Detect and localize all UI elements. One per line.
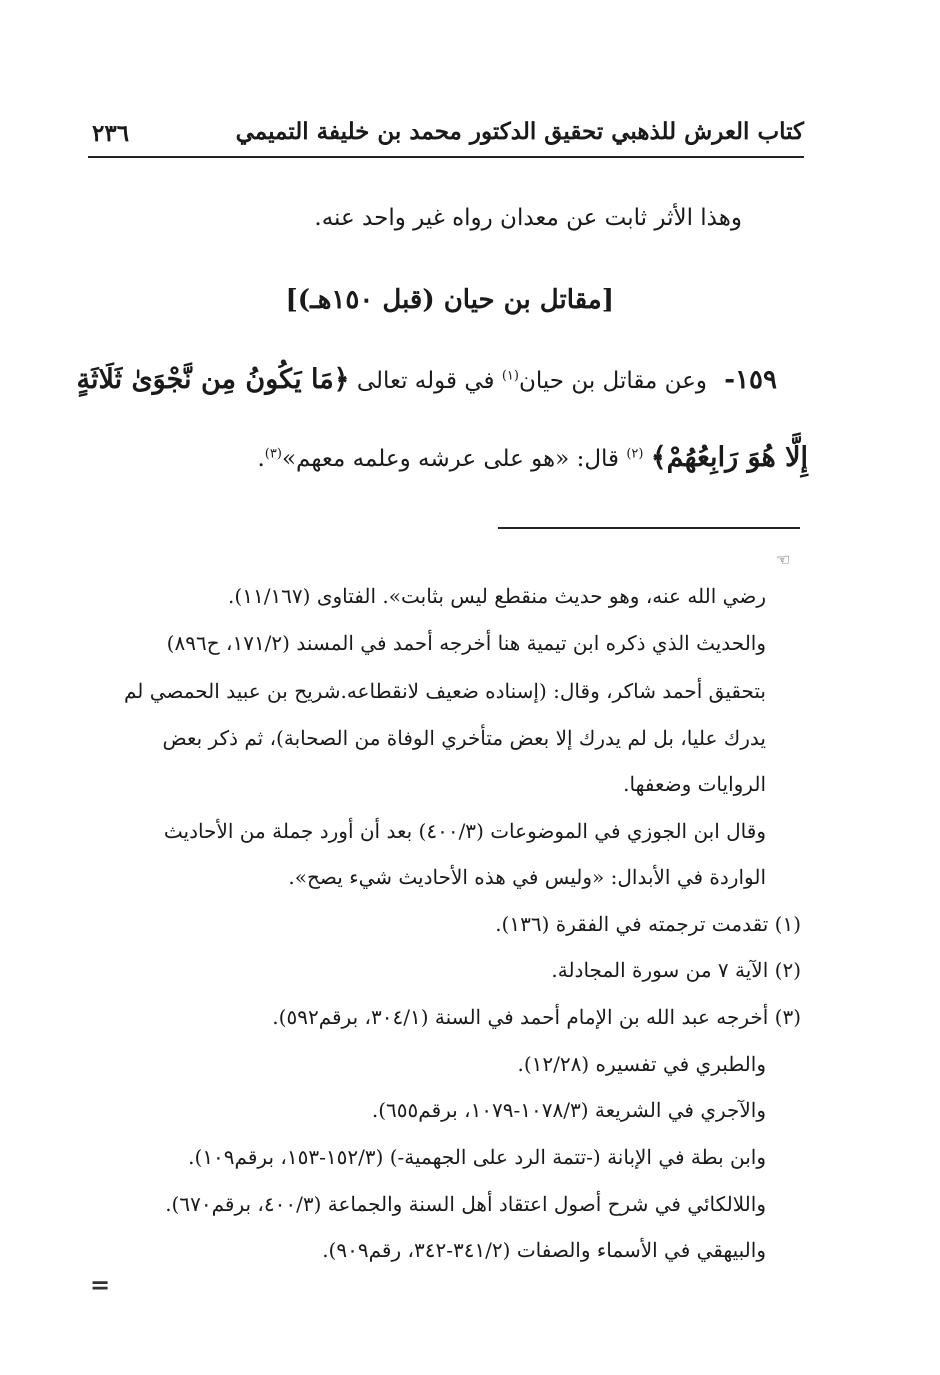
continuation-mark-icon: ☜ bbox=[776, 550, 791, 569]
footnote-line: والآجري في الشريعة (١٠٧٨/٣-١٠٧٩، برقم٦٥٥). bbox=[371, 1098, 766, 1122]
footnote-line: وقال ابن الجوزي في الموضوعات (٤٠٠/٣) بعد أن أورد جملة من الأحاديث bbox=[163, 819, 766, 843]
footnote-2: (٢) الآية ٧ من سورة المجادلة. bbox=[551, 958, 801, 982]
footnote-ref-1: (١) bbox=[501, 368, 519, 384]
running-title: كتاب العرش للذهبي تحقيق الدكتور محمد بن خليفة التميمي bbox=[235, 118, 804, 145]
footnote-line: والحديث الذي ذكره ابن تيمية هنا أخرجه أحمد في المسند (١٧١/٢، ح٨٩٦) bbox=[166, 631, 766, 655]
footnote-line: الروايات وضعفها. bbox=[623, 772, 766, 796]
item-159-line-1 bbox=[77, 364, 777, 395]
footnote-ref-2: (٢) bbox=[626, 446, 644, 462]
intro-line: وهذا الأثر ثابت عن معدان رواه غير واحد عنه. bbox=[314, 205, 742, 231]
footnote-line: وابن بطة في الإبانة (-تتمة الرد على الجهمية-) (١٥٢/٣-١٥٣، برقم١٠٩). bbox=[188, 1145, 766, 1169]
quote-text: قال: «هو على عرشه وعلمه معهم» bbox=[281, 446, 620, 472]
footnote-line: والبيهقي في الأسماء والصفات (٣٤١/٢-٣٤٢، رقم٩٠٩). bbox=[322, 1238, 766, 1262]
footnote-ref-3: (٣) bbox=[264, 446, 282, 462]
footnote-separator bbox=[498, 527, 800, 529]
section-title: [مقاتل بن حيان (قبل ١٥٠هـ)] bbox=[285, 285, 614, 315]
footnote-line: والطبري في تفسيره (١٢/٢٨). bbox=[517, 1052, 766, 1076]
item-text: وعن مقاتل بن حيان bbox=[518, 368, 707, 394]
item-text: في قوله تعالى bbox=[356, 368, 495, 394]
continued-mark: = bbox=[90, 1270, 111, 1299]
item-159-line-2 bbox=[257, 442, 808, 473]
quran-verse: ﴿مَا يَكُونُ مِن نَّجْوَىٰ ثَلَاثَةٍ bbox=[76, 364, 350, 395]
footnote-line: بتحقيق أحمد شاكر، وقال: (إسناده ضعيف لانقطاعه.شريح بن عبيد الحمصي لم bbox=[123, 679, 766, 703]
footnote-line: واللالكائي في شرح أصول اعتقاد أهل السنة والجماعة (٤٠٠/٣، برقم٦٧٠). bbox=[165, 1192, 766, 1216]
footnote-line: يدرك عليا، بل لم يدرك إلا بعض متأخري الوفاة من الصحابة)، ثم ذكر بعض bbox=[162, 726, 766, 750]
quran-verse: إِلَّا هُوَ رَابِعُهُمْ﴾ bbox=[650, 442, 808, 473]
page-header bbox=[88, 110, 804, 158]
item-number: ١٥٩- bbox=[724, 365, 777, 395]
footnote-line: رضي الله عنه، وهو حديث منقطع ليس بثابت». الفتاوى (١١/١٦٧). bbox=[228, 584, 766, 608]
footnote-1: (١) تقدمت ترجمته في الفقرة (١٣٦). bbox=[495, 912, 801, 936]
footnote-3: (٣) أخرجه عبد الله بن الإمام أحمد في السنة (٣٠٤/١، برقم٥٩٢). bbox=[272, 1005, 801, 1029]
sentence-end: . bbox=[257, 446, 265, 472]
page-number: ٢٣٦ bbox=[92, 120, 130, 147]
footnote-line: الواردة في الأبدال: «وليس في هذه الأحاديث شيء يصح». bbox=[288, 865, 766, 889]
